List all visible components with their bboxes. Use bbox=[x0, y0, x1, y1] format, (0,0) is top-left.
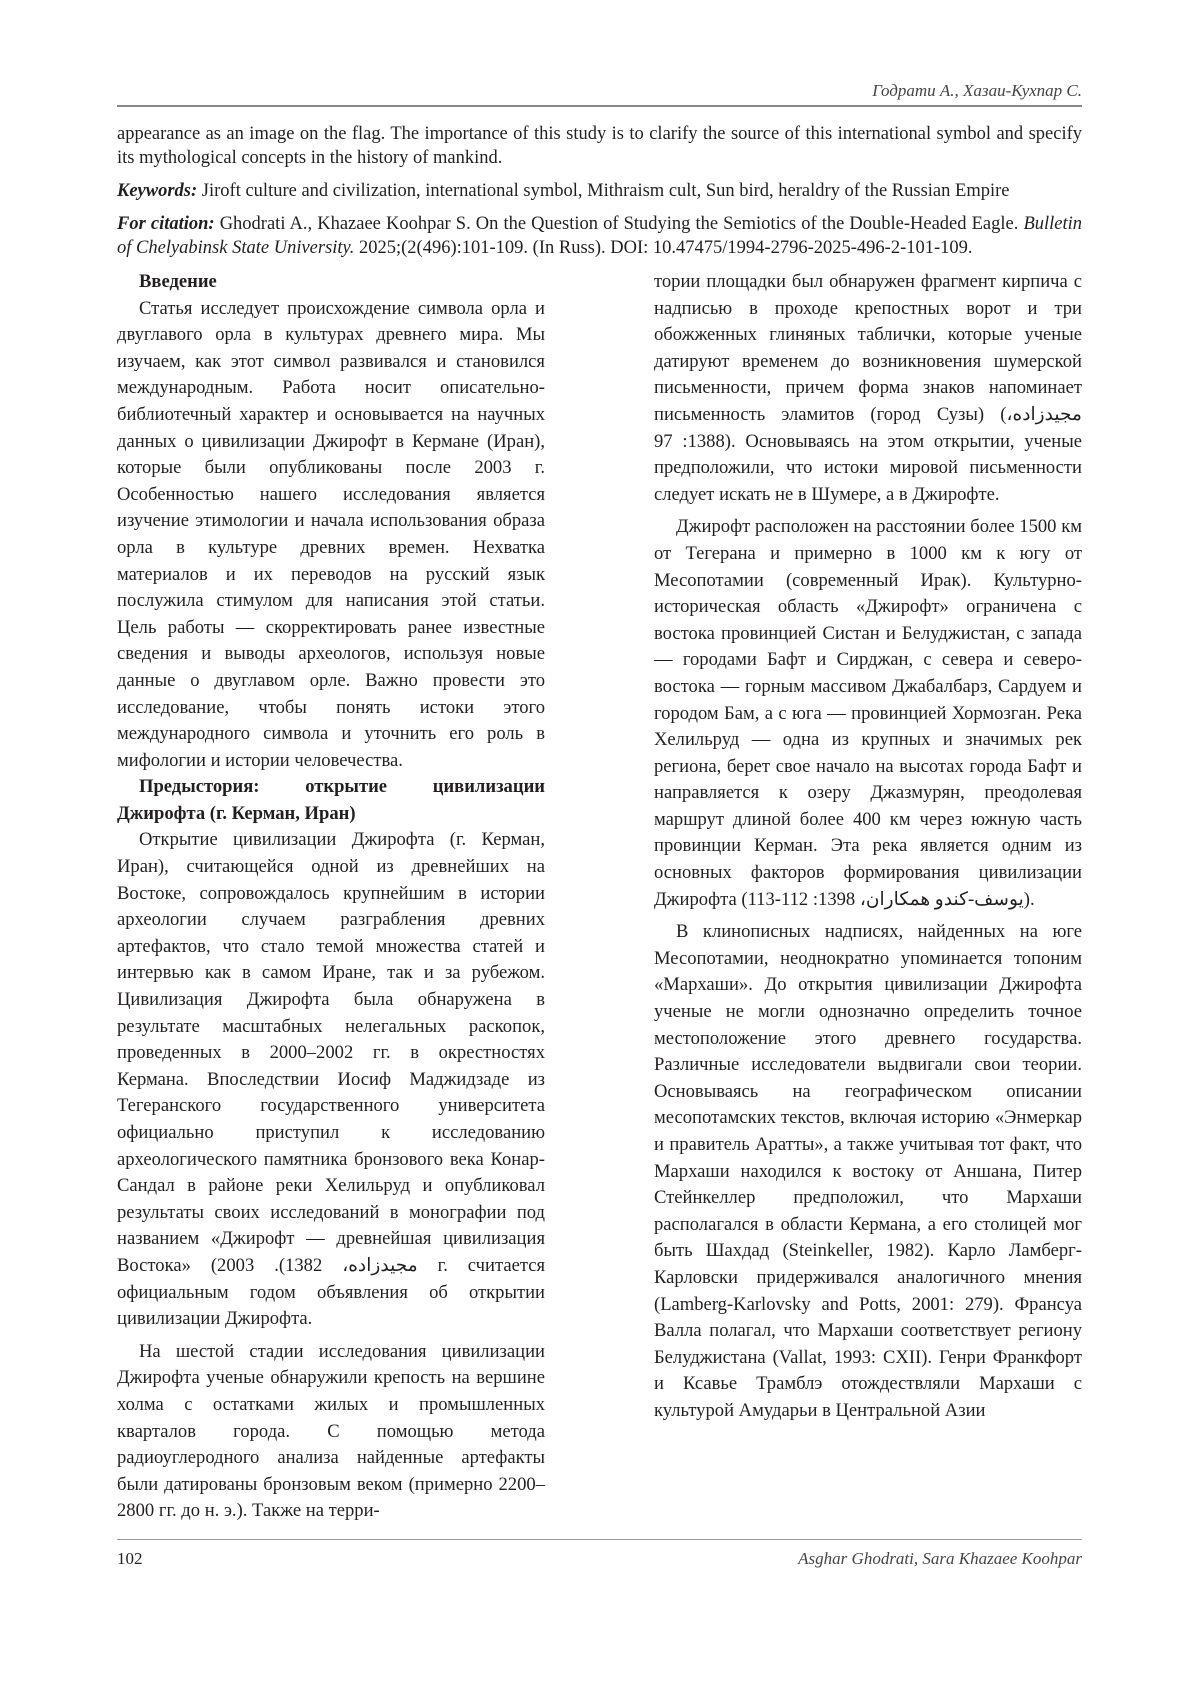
paragraph: Статья исследует происхождение символа орла и двуглавого орла в культурах древнего мира. Мы изучаем, как этот символ развивался и становился международным. Работа носит описательно-библиотечный характер и основывается на научных данных о цивилизации Джирофт в Кермане (Иран), которые были опубликованы после 2003 г. Особенностью нашего исследования является изучение этимологии и начала использования образа орла в культуре древних времен. Нехватка материалов и их переводов на русский язык послужила стимулом для написания этой статьи. Цель работы — скорректировать ранее известные сведения и выводы археологов, используя новые данные о двуглавом орле. Важно провести это исследование, чтобы понять истоки этого международного символа и уточнить его роль в мифологии и истории человечества. bbox=[117, 297, 545, 771]
section-heading-prehistory: Предыстория: открытие цивилизации Джирофта (г. Керман, Иран) bbox=[117, 776, 545, 824]
keywords bbox=[117, 179, 1082, 203]
paragraph bbox=[654, 269, 1082, 508]
paragraph bbox=[654, 514, 1082, 913]
running-header: Годрати А., Хазаи-Кухпар С. bbox=[872, 81, 1082, 100]
paragraph bbox=[117, 827, 545, 1332]
citation-details: 2025;(2(496):101-109. (In Russ). DOI: 10.47475/1994-2796-2025-496-2-101-109. bbox=[354, 238, 973, 258]
left-column bbox=[117, 269, 545, 1525]
persian-citation: مجیدزاده، 1382 bbox=[285, 1254, 418, 1276]
abstract-block bbox=[117, 122, 1082, 260]
body-columns bbox=[117, 269, 1082, 1525]
persian-citation: مجیدزاده، 1388: 97 bbox=[654, 403, 1082, 452]
citation-label: For citation: bbox=[117, 214, 215, 234]
page-number: 102 bbox=[117, 1548, 143, 1568]
abstract-end: appearance as an image on the flag. The importance of this study is to clarify the source of this international symbol and specify its mythological concepts in the history of mankind. bbox=[117, 124, 1082, 168]
persian-citation: یوسف-کندو همکاران، 1398: 112-113 bbox=[747, 888, 1024, 910]
citation bbox=[117, 212, 1082, 260]
paragraph-text: ). 2003 г. считается официальным годом объявления об открытии цивилизации Джирофта. bbox=[117, 1254, 545, 1330]
section-heading-introduction: Введение bbox=[139, 271, 217, 292]
paragraph: В клинописных надписях, найденных на юге Месопотамии, неоднократно упоминается топоним «Мархаши». До открытия цивилизации Джирофта ученые не могли однозначно определить точное местоположение этого древнего государства. Различные исследователи выдвигали свои теории. Основываясь на географическом описании месопотамских текстов, включая историю «Энмеркар и правитель Аратты», а также учитывая тот факт, что Мархаши находился к востоку от Аншана, Питер Стейнкеллер предположил, что Мархаши располагался в области Кермана, а его столицей мог быть Шахдад (Steinkeller, 1982). Карло Ламберг-Карловски придерживался аналогичного мнения (Lamberg-Karlovsky and Potts, 2001: 279). Франсуа Валла полагал, что Мархаши соответствует региону Белуджистана (Vallat, 1993: CXII). Генри Франкфорт и Ксавье Трамблэ отождествляли Мархаши с культурой Амударьи в Центральной Азии bbox=[654, 921, 1082, 1421]
citation-text: Ghodrati A., Khazaee Koohpar S. On the Question of Studying the Semiotics of the Double-Headed Eagle. bbox=[214, 214, 1024, 234]
footer-authors: Asghar Ghodrati, Sara Khazaee Koohpar bbox=[798, 1548, 1082, 1568]
right-column bbox=[654, 269, 1082, 1425]
citation-journal: Bulletin of Chelyabinsk State University. bbox=[117, 214, 1083, 258]
footer-rule bbox=[117, 1539, 1082, 1540]
paragraph-text: ). bbox=[1023, 888, 1035, 910]
paragraph-text: Открытие цивилизации Джирофта (г. Керман, Иран), считающейся одной из древнейших на Востоке, сопровождалось крупнейшим в истории археологии случаем разграбления древних артефактов, что стало темой множества статей и интервью как в самом Иране, так и за рубежом. Цивилизация Джирофта была обнаружена в результате масштабных нелегальных раскопок, проведенных в 2000–2002 гг. в окрестностях Кермана. Впоследствии Иосиф Маджидзаде из Тегеранского государственного университета официально приступил к исследованию археологического памятника бронзового века Конар-Сандал в районе реки Хелильруд и опубликовал результаты своих исследований в монографии под названием «Джирофт — древнейшая цивилизация Востока» ( bbox=[117, 829, 545, 1276]
paragraph-text: тории площадки был обнаружен фрагмент кирпича с надписью в проходе крепостных ворот и три обожженных глиняных таблички, которые ученые датируют временем до возникновения шумерской письменности, причем форма знаков напоминает письменность эламитов (город Сузы) ( bbox=[654, 271, 1082, 425]
paragraph-text: Джирофт расположен на расстоянии более 1500 км от Тегерана и примерно в 1000 км к югу от Месопотамии (современный Ирак). Культурно-историческая область «Джирофт» ограничена с востока провинцией Систан и Белуджистан, с запада — городами Бафт и Сирджан, с севера и северо-востока — горным массивом Джабалбарз, Сардуем и городом Бам, а с юга — провинцией Хормозган. Река Хелильруд — одна из крупных и значимых рек региона, берет свое начало на высотах города Бафт и направляется к озеру Джазмурян, преодолевая маршрут длиной более 400 км через южную часть провинции Керман. Эта река является одним из основных факторов формирования цивилизации Джирофта ( bbox=[654, 516, 1082, 910]
page-footer bbox=[117, 1548, 1082, 1570]
paragraph: На шестой стадии исследования цивилизации Джирофта ученые обнаружили крепость на вершине холма с остатками жилых и промышленных кварталов города. С помощью метода радиоуглеродного анализа найденные артефакты были датированы бронзовым веком (примерно 2200–2800 гг. до н. э.). Также на терри- bbox=[117, 1340, 545, 1522]
header-rule bbox=[117, 105, 1082, 107]
keywords-text: Jiroft culture and civilization, international symbol, Mithraism cult, Sun bird, heraldry of the Russian Empire bbox=[197, 181, 1010, 201]
paragraph-text: ). Основываясь на этом открытии, ученые предположили, что истоки мировой письменности следует искать не в Шумере, а в Джирофте. bbox=[654, 430, 1082, 505]
keywords-label: Keywords: bbox=[117, 181, 198, 201]
